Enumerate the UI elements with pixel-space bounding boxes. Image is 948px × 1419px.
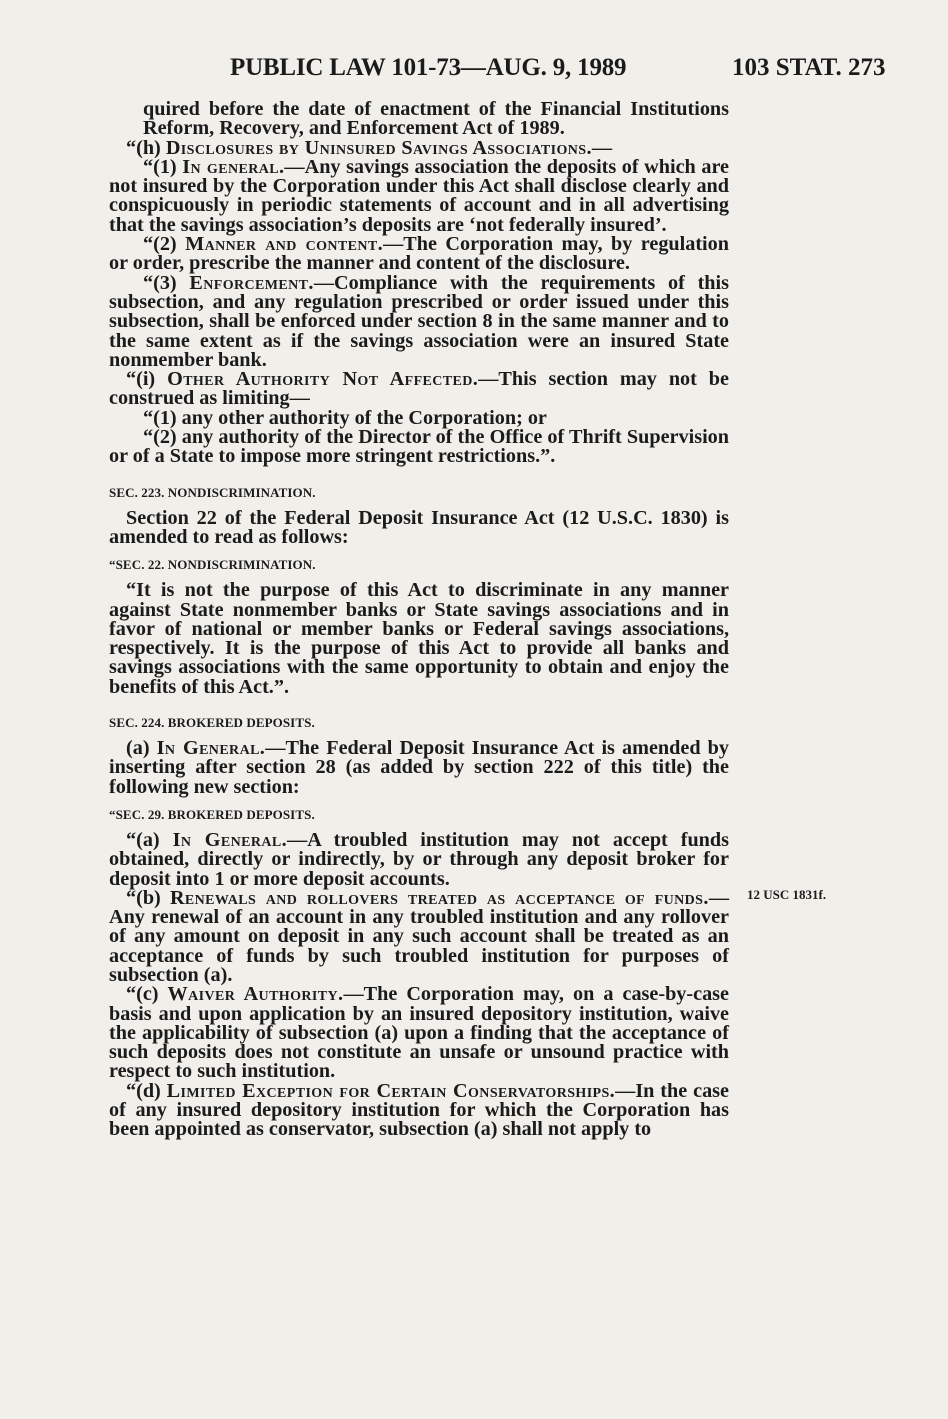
subsection-h-heading: “(h) Disclosures by Uninsured Savings Associations.— — [126, 136, 613, 159]
body-text-column — [109, 100, 729, 1140]
section-224-heading: SEC. 224. BROKERED DEPOSITS. — [109, 715, 315, 731]
running-header-page-reference: 103 STAT. 273 — [732, 54, 886, 81]
section-29-d: “(d) Limited Exception for Certain Conservatorships.—In the case of any insured depository institution for which the Corporation has been appointed as conservator, subsection (a) shall not apply to — [109, 1079, 729, 1141]
marginal-citation-note: 12 USC 1831f. — [747, 887, 827, 902]
section-223-text: Section 22 of the Federal Deposit Insurance Act (12 U.S.C. 1830) is amended to read as follows: — [109, 506, 729, 548]
section-29-b: “(b) Renewals and rollovers treated as acceptance of funds.—Any renewal of an account in any troubled institution and any rollover of any amount on deposit in any such account shall be treated as an acceptance of funds by such troubled institution for purposes of subsection (a). — [109, 886, 729, 986]
paragraph-h-1: “(1) In general.—Any savings association the deposits of which are not insured by the Corporation under this Act shall disclose clearly and conspicuously in periodic statements of account and in all advertising that the savings association’s deposits are ‘not federally insured’. — [109, 155, 729, 236]
paragraph-i-2: “(2) any authority of the Director of the Office of Thrift Supervision or of a State to impose more stringent restrictions.”. — [109, 426, 729, 468]
section-29-c: “(c) Waiver Authority.—The Corporation may, on a case-by-case basis and upon application by an insured depository institution, waive the applicability of subsection (a) upon a finding that the acceptance of such deposits does not constitute an unsafe or unsound practice with respect to such institution. — [109, 983, 729, 1083]
running-header-title: PUBLIC LAW 101-73—AUG. 9, 1989 — [230, 54, 627, 81]
paragraph-continuation: quired before the date of enactment of the Financial Institutions Reform, Recovery, and Enforcement Act of 1989. — [143, 98, 729, 140]
subsection-i: “(i) Other Authority Not Affected.—This section may not be construed as limiting— — [109, 368, 729, 410]
paragraph-i-1: “(1) any other authority of the Corporation; or — [143, 406, 547, 429]
section-22-text: “It is not the purpose of this Act to discriminate in any manner against State nonmember banks or State savings associations and in favor of national or member banks or Federal savings associations, respectively. It is the purpose of this Act to provide all banks and savings associations with the same opportunity to obtain and enjoy the benefits of this Act.”. — [109, 579, 729, 698]
section-29-heading: “SEC. 29. BROKERED DEPOSITS. — [109, 806, 315, 822]
section-224-a: (a) In General.—The Federal Deposit Insurance Act is amended by inserting after section 28 (as added by section 222 of this title) the following new section: — [109, 737, 729, 798]
paragraph-h-2: “(2) Manner and content.—The Corporation may, by regulation or order, prescribe the manner and content of the disclosure. — [109, 233, 729, 275]
section-223-heading: SEC. 223. NONDISCRIMINATION. — [109, 484, 316, 500]
paragraph-h-3: “(3) Enforcement.—Compliance with the requirements of this subsection, and any regulation prescribed or order issued under this subsection, shall be enforced under section 8 in the same manner and to the same extent as if the savings association were an insured State nonmember bank. — [109, 271, 729, 371]
section-29-a: “(a) In General.—A troubled institution may not accept funds obtained, directly or indirectly, by or through any deposit broker for deposit into 1 or more deposit accounts. — [109, 828, 729, 890]
section-22-heading: “SEC. 22. NONDISCRIMINATION. — [109, 557, 316, 573]
